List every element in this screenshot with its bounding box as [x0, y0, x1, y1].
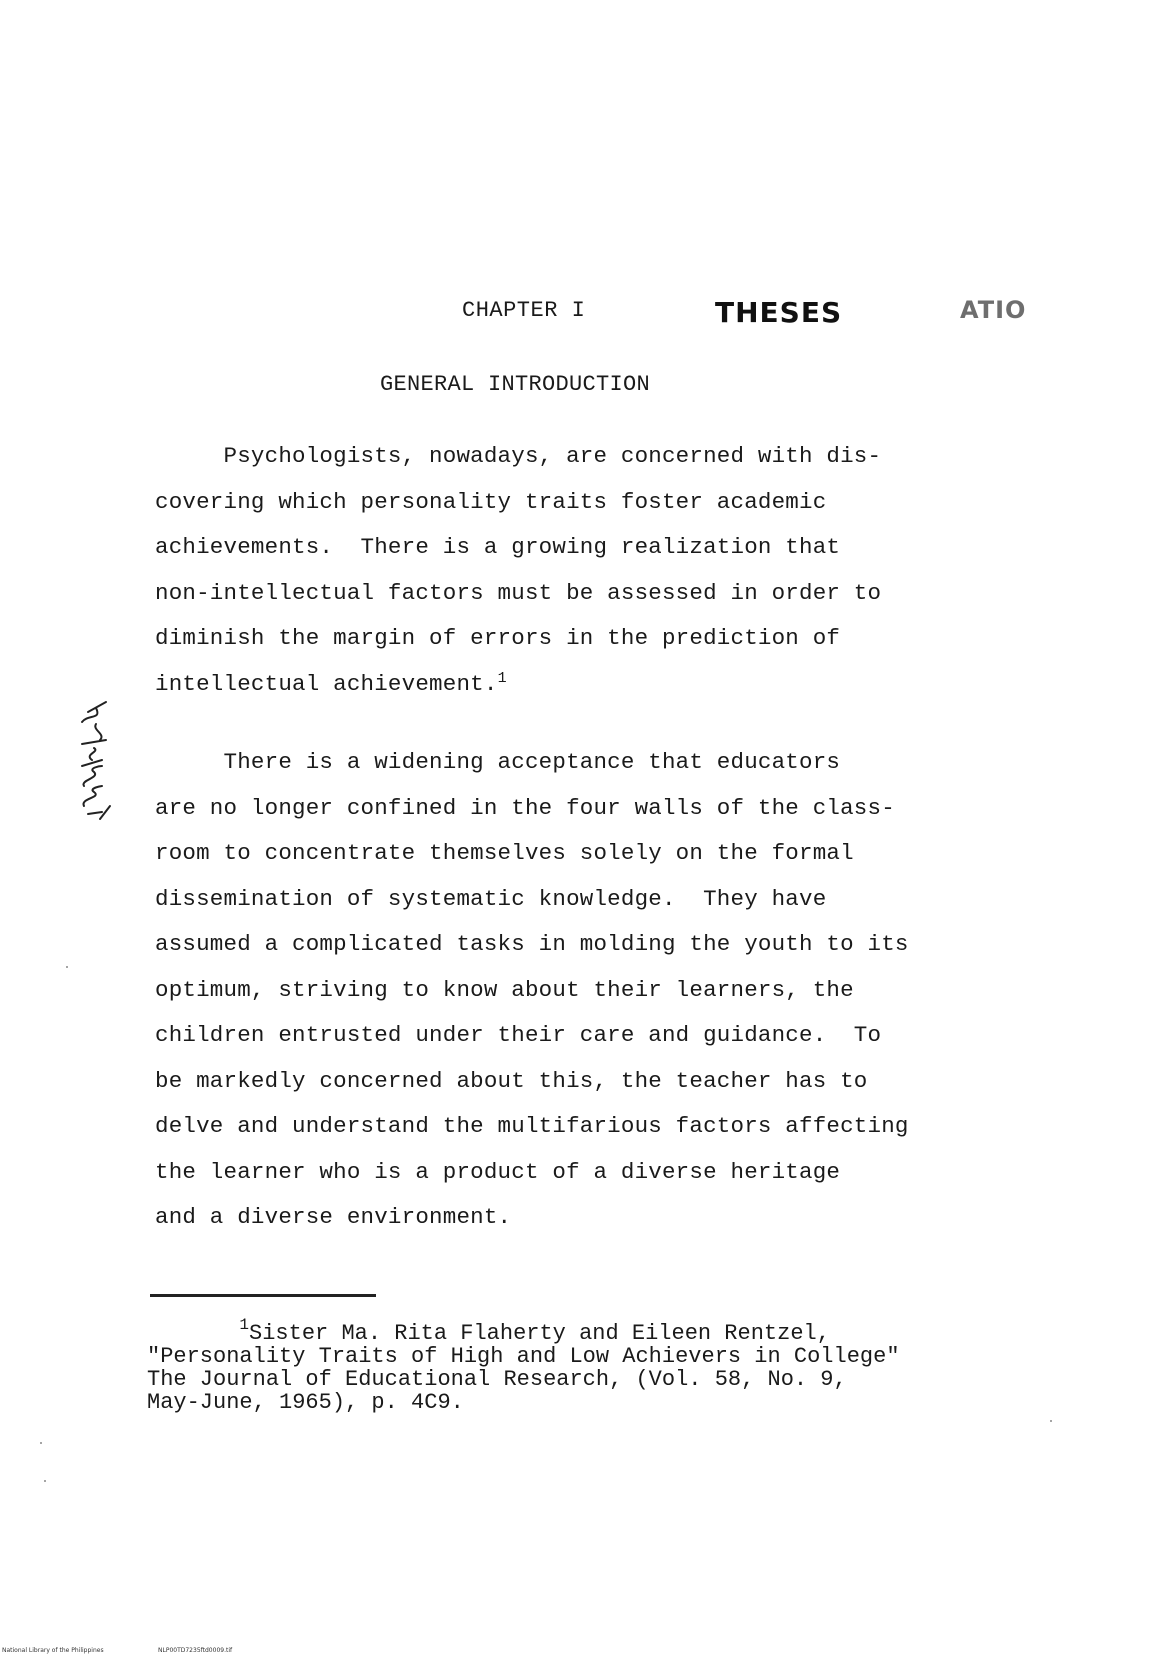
- text-line: and a diverse environment.: [155, 1204, 512, 1230]
- section-title: GENERAL INTRODUCTION: [380, 372, 651, 397]
- paragraph-2: [155, 740, 975, 1241]
- paper-speck: [44, 1480, 46, 1482]
- text-line: children entrusted under their care and guidance. To: [155, 1022, 882, 1048]
- chapter-heading: CHAPTER I: [462, 298, 586, 323]
- text-line: Psychologists, nowadays, are concerned with dis-: [155, 443, 882, 469]
- footnote-line: May-June, 1965), p. 4C9.: [147, 1390, 464, 1415]
- paragraph-1: [155, 434, 975, 707]
- text-line: be markedly concerned about this, the teacher has to: [155, 1067, 868, 1094]
- text-line: diminish the margin of errors in the prediction of: [155, 625, 841, 651]
- paper-speck: [1050, 1420, 1052, 1422]
- paper-speck: [40, 1442, 42, 1444]
- text-line: room to concentrate themselves solely on the formal: [155, 840, 854, 866]
- text-line: dissemination of systematic knowledge. They have: [155, 885, 827, 912]
- text-line-with-footnote: [155, 662, 975, 708]
- text-line: are no longer confined in the four walls of the class-: [155, 794, 895, 821]
- footer-library-name: National Library of the Philippines: [2, 1647, 104, 1654]
- text-line: covering which personality traits foster academic: [155, 488, 827, 515]
- text-line: delve and understand the multifarious factors affecting: [155, 1113, 909, 1139]
- dissertation-stamp: ATIO: [960, 296, 1027, 324]
- footnote-reference[interactable]: 1: [497, 669, 507, 687]
- footnote-line: "Personality Traits of High and Low Achievers in College": [147, 1344, 900, 1369]
- text-line: the learner who is a product of a diverse heritage: [155, 1158, 841, 1185]
- text-line: non-intellectual factors must be assessed in order to: [155, 579, 882, 606]
- text-line: There is a widening acceptance that educators: [155, 749, 841, 775]
- text-line: assumed a complicated tasks in molding the youth to its: [155, 931, 909, 957]
- text-line: optimum, striving to know about their learners, the: [155, 976, 854, 1003]
- paper-speck: [66, 966, 68, 968]
- footnote-divider: [150, 1294, 376, 1297]
- text-line: intellectual achievement.: [155, 670, 498, 697]
- footnote: [147, 1316, 1007, 1415]
- theses-stamp: THESES: [715, 296, 843, 329]
- text-line: achievements. There is a growing realization that: [155, 534, 841, 560]
- footnote-line: [147, 1316, 1007, 1346]
- handwritten-call-number: [62, 694, 122, 824]
- footnote-line: The Journal of Educational Research, (Vol. 58, No. 9,: [147, 1367, 847, 1392]
- footnote-text: Sister Ma. Rita Flaherty and Eileen Rentzel,: [249, 1321, 830, 1346]
- footnote-marker: 1: [239, 1316, 250, 1334]
- footer-file-id: NLP00TD7235ftd0009.tif: [158, 1647, 233, 1654]
